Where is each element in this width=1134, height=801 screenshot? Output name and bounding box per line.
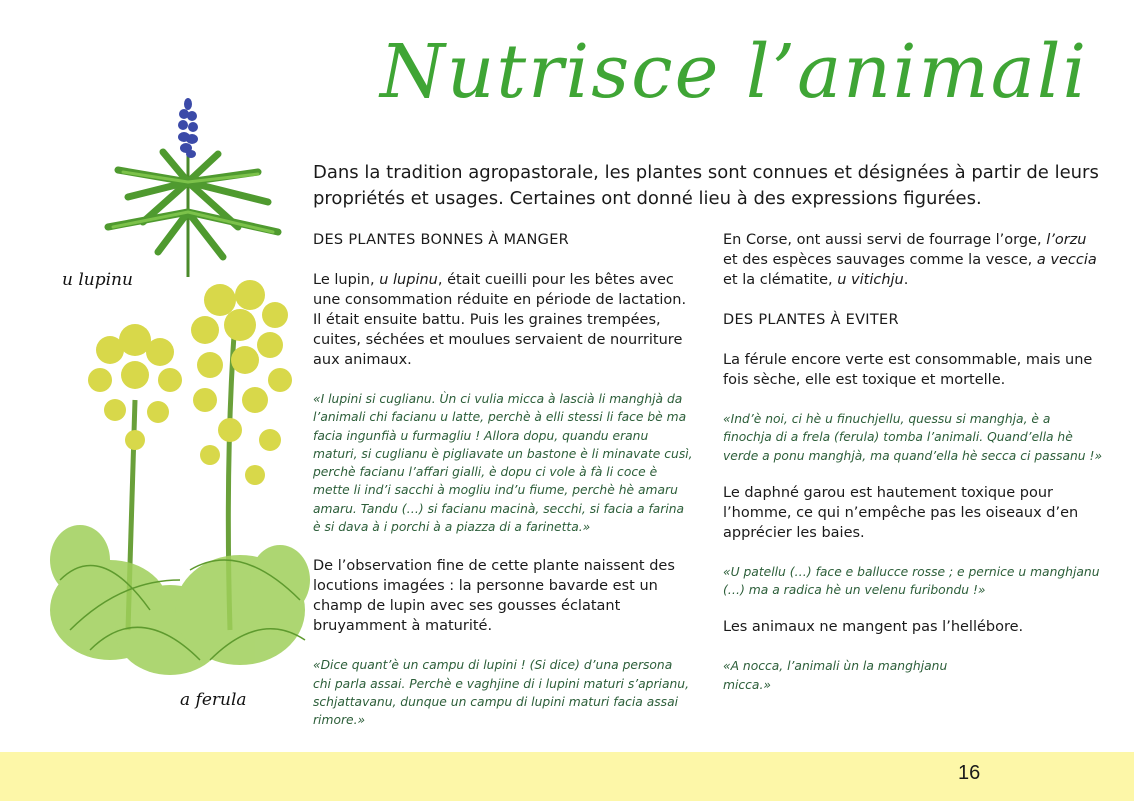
lupin-field-quote: «Dice quant’è un campu di lupini ! (Si dice) d’una persona chi parla assai. Perchè e vaghjine di i lupini maturi s’aprianu, schjattavanu, dunque un campu di lupini maturi facia assai rimore.» [313, 658, 689, 728]
daphne-paragraph: Le daphné garou est hautement toxique pour l’homme, ce qui n’empêche pas les oiseaux d’en apprécier les baies. [723, 484, 1079, 541]
right-column [723, 230, 1103, 712]
lupin-caption: u lupinu [62, 270, 133, 290]
hellebore-quote: «A nocca, l’animali ùn la manghjanu micca.» [723, 659, 948, 692]
ferula-paragraph: La férule encore verte est consommable, mais une fois sèche, elle est toxique et mortelle. [723, 352, 1093, 388]
text-span: , était cueilli pour les bêtes avec une consommation réduite en période de lactation. Il était ensuite battu. Puis les graines trempées, cuites, séchées et moulues servaient de nourriture aux animaux. [313, 272, 687, 368]
lupin-paragraph [313, 270, 693, 370]
emphasis-span: a veccia [1036, 252, 1097, 268]
emphasis-span: u vitichju [837, 272, 904, 288]
text-span: et la clématite, [723, 272, 838, 288]
lupin-illustration [88, 92, 288, 282]
emphasis-span: l’orzu [1046, 232, 1087, 248]
page-number: 16 [958, 762, 981, 784]
section-heading-avoid: DES PLANTES À EVITER [723, 312, 899, 328]
daphne-quote: «U patellu (…) face e ballucce rosse ; e pernice u manghjanu (…) ma a radica hè un velenu furibondu !» [723, 564, 1100, 598]
ferula-caption: a ferula [180, 690, 247, 710]
text-span: Le lupin, [313, 272, 380, 288]
footer-band [0, 752, 1134, 801]
fodder-paragraph [723, 230, 1103, 290]
ferula-quote: «Ind’è noi, ci hè u finuchjellu, quessu si manghja, è a finochja di a frela (ferula) tomba l’animali. Quand’ella hè verde a ponu manghjà, ma quand’ella hè secca ci passanu !» [723, 412, 1103, 463]
text-span: et des espèces sauvages comme la vesce, [723, 252, 1037, 268]
observation-paragraph: De l’observation fine de cette plante naissent des locutions imagées : la personne bavarde est un champ de lupin avec ses gousses éclatant bruyamment à maturité. [313, 558, 675, 635]
ferula-illustration [40, 280, 315, 690]
intro-paragraph: Dans la tradition agropastorale, les plantes sont connues et désignées à partir de leurs propriétés et usages. Certaines ont donné lieu à des expressions figurées. [313, 162, 1099, 209]
lupin-quote: «I lupini si cuglianu. Ùn ci vulia micca à lascià li manghjà da l’animali chi facianu u latte, perchè à elli stessi li face bè ma facia ingunfià u furmagliu ! Allora dopu, quandu eranu maturi, si cuglianu è pigliavate un bastone è li minavate cusì, perchè facianu l’affari gialli, è dopu ci vole à fà li coce è mette li ind’i sacchi à mogliu ind’u fiume, perchè hè amaru amaru. Tandu (…) si facianu macinà, secchi, si facia a farina è si dava à i porchi à a piazza di a farinetta.» [313, 392, 693, 535]
left-column [313, 230, 693, 750]
text-span: En Corse, ont aussi servi de fourrage l’orge, [723, 232, 1047, 248]
section-heading-good: DES PLANTES BONNES À MANGER [313, 232, 570, 248]
text-span: . [903, 272, 909, 288]
emphasis-span: u lupinu [379, 272, 438, 288]
page-title: Nutrisce l’animali [380, 29, 1089, 115]
hellebore-paragraph: Les animaux ne mangent pas l’hellébore. [723, 619, 1024, 636]
